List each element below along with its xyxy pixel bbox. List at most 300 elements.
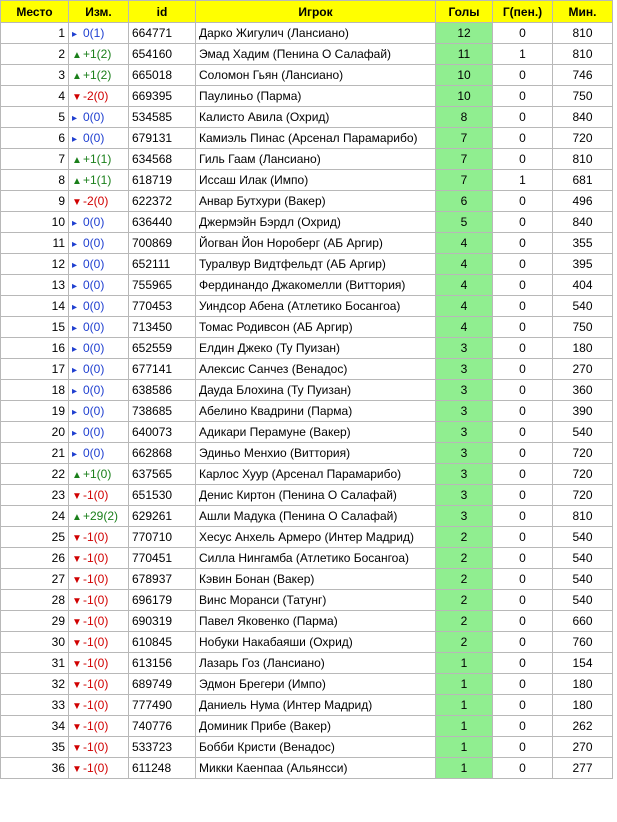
triangle-down-icon: ▼ (72, 743, 82, 754)
table-row (1, 737, 613, 758)
table-row (1, 506, 613, 527)
place-cell[interactable]: 30 (1, 632, 69, 653)
change-cell[interactable] (69, 128, 129, 149)
change-cell[interactable] (69, 107, 129, 128)
player-cell[interactable]: Эмад Хадим (Пенина О Салафай) (196, 44, 436, 65)
goals-cell[interactable]: 1 (436, 674, 493, 695)
min-cell[interactable]: 355 (553, 233, 613, 254)
id-cell[interactable]: 611248 (129, 758, 196, 779)
min-cell[interactable]: 540 (553, 590, 613, 611)
change-value: 0(0) (83, 299, 105, 313)
change-value: -1(0) (83, 593, 109, 607)
change-value: -1(0) (83, 740, 109, 754)
min-cell[interactable]: 720 (553, 128, 613, 149)
min-cell[interactable]: 720 (553, 485, 613, 506)
min-cell[interactable]: 277 (553, 758, 613, 779)
pen-cell[interactable]: 0 (493, 674, 553, 695)
player-cell[interactable]: Павел Яковенко (Парма) (196, 611, 436, 632)
change-cell[interactable] (69, 149, 129, 170)
pen-cell[interactable]: 0 (493, 128, 553, 149)
player-cell[interactable]: Фердинандо Джакомелли (Виттория) (196, 275, 436, 296)
change-cell[interactable] (69, 254, 129, 275)
goals-cell[interactable]: 2 (436, 569, 493, 590)
table-row (1, 632, 613, 653)
place-cell[interactable]: 22 (1, 464, 69, 485)
table-row (1, 359, 613, 380)
change-cell[interactable] (69, 506, 129, 527)
player-cell[interactable]: Адикари Перамуне (Вакер) (196, 422, 436, 443)
id-cell[interactable]: 613156 (129, 653, 196, 674)
goals-cell[interactable]: 3 (436, 380, 493, 401)
pen-cell[interactable]: 0 (493, 506, 553, 527)
pen-cell[interactable]: 0 (493, 359, 553, 380)
pen-cell[interactable]: 0 (493, 401, 553, 422)
id-cell[interactable]: 677141 (129, 359, 196, 380)
goals-cell[interactable]: 1 (436, 695, 493, 716)
goals-cell[interactable]: 8 (436, 107, 493, 128)
place-cell[interactable]: 33 (1, 695, 69, 716)
change-value: -1(0) (83, 551, 109, 565)
goals-cell[interactable]: 3 (436, 422, 493, 443)
player-cell[interactable]: Елдин Джеко (Ту Пуизан) (196, 338, 436, 359)
pen-cell[interactable]: 0 (493, 338, 553, 359)
player-cell[interactable]: Дарко Жигулич (Лансиано) (196, 23, 436, 44)
place-cell[interactable]: 12 (1, 254, 69, 275)
table-row (1, 695, 613, 716)
change-cell[interactable] (69, 674, 129, 695)
pen-cell[interactable]: 0 (493, 23, 553, 44)
change-cell[interactable] (69, 443, 129, 464)
id-cell[interactable]: 679131 (129, 128, 196, 149)
place-cell[interactable]: 26 (1, 548, 69, 569)
change-cell[interactable] (69, 590, 129, 611)
player-cell[interactable]: Эдиньо Менхио (Виттория) (196, 443, 436, 464)
place-cell[interactable]: 21 (1, 443, 69, 464)
header-player[interactable]: Игрок (196, 1, 436, 23)
place-cell[interactable]: 4 (1, 86, 69, 107)
id-cell[interactable]: 738685 (129, 401, 196, 422)
goals-cell[interactable]: 4 (436, 275, 493, 296)
goals-cell[interactable]: 2 (436, 590, 493, 611)
min-cell[interactable]: 540 (553, 296, 613, 317)
player-cell[interactable]: Винс Моранси (Татунг) (196, 590, 436, 611)
change-value: -1(0) (83, 614, 109, 628)
id-cell[interactable]: 664771 (129, 23, 196, 44)
pen-cell[interactable]: 1 (493, 170, 553, 191)
player-cell[interactable]: Даниель Нума (Интер Мадрид) (196, 695, 436, 716)
change-cell[interactable] (69, 611, 129, 632)
id-cell[interactable]: 740776 (129, 716, 196, 737)
min-cell[interactable]: 180 (553, 338, 613, 359)
id-cell[interactable]: 534585 (129, 107, 196, 128)
change-cell[interactable] (69, 548, 129, 569)
place-cell[interactable]: 35 (1, 737, 69, 758)
place-cell[interactable]: 7 (1, 149, 69, 170)
player-cell[interactable]: Томас Родивсон (АБ Аргир) (196, 317, 436, 338)
min-cell[interactable]: 720 (553, 464, 613, 485)
min-cell[interactable]: 810 (553, 506, 613, 527)
goals-cell[interactable]: 7 (436, 149, 493, 170)
place-cell[interactable]: 32 (1, 674, 69, 695)
triangle-down-icon: ▼ (72, 638, 82, 649)
pen-cell[interactable]: 0 (493, 590, 553, 611)
change-cell[interactable] (69, 275, 129, 296)
pen-cell[interactable]: 0 (493, 758, 553, 779)
goals-cell[interactable]: 12 (436, 23, 493, 44)
place-cell[interactable]: 24 (1, 506, 69, 527)
place-cell[interactable]: 19 (1, 401, 69, 422)
goals-cell[interactable]: 4 (436, 296, 493, 317)
change-cell[interactable] (69, 170, 129, 191)
min-cell[interactable]: 404 (553, 275, 613, 296)
table-row (1, 611, 613, 632)
goals-cell[interactable]: 3 (436, 443, 493, 464)
arrow-right-icon: ▸ (72, 323, 78, 334)
place-cell[interactable]: 5 (1, 107, 69, 128)
id-cell[interactable]: 652559 (129, 338, 196, 359)
player-cell[interactable]: Калисто Авила (Охрид) (196, 107, 436, 128)
id-cell[interactable]: 622372 (129, 191, 196, 212)
triangle-up-icon: ▲ (72, 71, 82, 82)
change-cell[interactable] (69, 233, 129, 254)
min-cell[interactable]: 496 (553, 191, 613, 212)
min-cell[interactable]: 810 (553, 149, 613, 170)
min-cell[interactable]: 746 (553, 65, 613, 86)
change-cell[interactable] (69, 317, 129, 338)
min-cell[interactable]: 720 (553, 443, 613, 464)
pen-cell[interactable]: 0 (493, 611, 553, 632)
place-cell[interactable]: 3 (1, 65, 69, 86)
id-cell[interactable]: 669395 (129, 86, 196, 107)
id-cell[interactable]: 636440 (129, 212, 196, 233)
pen-cell[interactable]: 0 (493, 695, 553, 716)
pen-cell[interactable]: 0 (493, 317, 553, 338)
change-cell[interactable] (69, 632, 129, 653)
triangle-down-icon: ▼ (72, 722, 82, 733)
goals-cell[interactable]: 3 (436, 506, 493, 527)
min-cell[interactable]: 840 (553, 212, 613, 233)
pen-cell[interactable]: 0 (493, 737, 553, 758)
player-cell[interactable]: Соломон Гьян (Лансиано) (196, 65, 436, 86)
pen-cell[interactable]: 0 (493, 212, 553, 233)
pen-cell[interactable]: 0 (493, 632, 553, 653)
goals-cell[interactable]: 11 (436, 44, 493, 65)
header-row (1, 1, 613, 23)
goals-cell[interactable]: 7 (436, 170, 493, 191)
id-cell[interactable]: 770453 (129, 296, 196, 317)
change-value: -1(0) (83, 530, 109, 544)
player-cell[interactable]: Нобуки Накабаяши (Охрид) (196, 632, 436, 653)
arrow-right-icon: ▸ (72, 113, 78, 124)
player-cell[interactable]: Йогван Йон Нороберг (АБ Аргир) (196, 233, 436, 254)
id-cell[interactable]: 777490 (129, 695, 196, 716)
table-row (1, 590, 613, 611)
player-cell[interactable]: Лазарь Гоз (Лансиано) (196, 653, 436, 674)
pen-cell[interactable]: 0 (493, 443, 553, 464)
place-cell[interactable]: 18 (1, 380, 69, 401)
player-cell[interactable]: Денис Киртон (Пенина О Салафай) (196, 485, 436, 506)
change-value: 0(0) (83, 257, 105, 271)
player-cell[interactable]: Абелино Квадрини (Парма) (196, 401, 436, 422)
arrow-right-icon: ▸ (72, 239, 78, 250)
header-pen[interactable]: Г(пен.) (493, 1, 553, 23)
change-value: 0(0) (83, 446, 105, 460)
id-cell[interactable]: 770710 (129, 527, 196, 548)
goals-cell[interactable]: 3 (436, 485, 493, 506)
place-cell[interactable]: 31 (1, 653, 69, 674)
pen-cell[interactable]: 0 (493, 191, 553, 212)
min-cell[interactable]: 750 (553, 317, 613, 338)
place-cell[interactable]: 23 (1, 485, 69, 506)
goals-cell[interactable]: 5 (436, 212, 493, 233)
player-cell[interactable]: Анвар Бутхури (Вакер) (196, 191, 436, 212)
triangle-down-icon: ▼ (72, 554, 82, 565)
change-cell[interactable] (69, 44, 129, 65)
goals-cell[interactable]: 3 (436, 338, 493, 359)
change-cell[interactable] (69, 527, 129, 548)
min-cell[interactable]: 540 (553, 527, 613, 548)
place-cell[interactable]: 13 (1, 275, 69, 296)
change-value: 0(0) (83, 425, 105, 439)
table-row (1, 149, 613, 170)
arrow-right-icon: ▸ (72, 302, 78, 313)
player-cell[interactable]: Камиэль Пинас (Арсенал Парамарибо) (196, 128, 436, 149)
place-cell[interactable]: 9 (1, 191, 69, 212)
player-cell[interactable]: Туралвур Видтфельдт (АБ Аргир) (196, 254, 436, 275)
min-cell[interactable]: 395 (553, 254, 613, 275)
id-cell[interactable]: 634568 (129, 149, 196, 170)
place-cell[interactable]: 10 (1, 212, 69, 233)
id-cell[interactable]: 651530 (129, 485, 196, 506)
place-cell[interactable]: 8 (1, 170, 69, 191)
player-cell[interactable]: Кэвин Бонан (Вакер) (196, 569, 436, 590)
triangle-up-icon: ▲ (72, 512, 82, 523)
change-value: -1(0) (83, 761, 109, 775)
min-cell[interactable]: 360 (553, 380, 613, 401)
id-cell[interactable]: 618719 (129, 170, 196, 191)
change-cell[interactable] (69, 758, 129, 779)
table-row (1, 527, 613, 548)
id-cell[interactable]: 755965 (129, 275, 196, 296)
place-cell[interactable]: 28 (1, 590, 69, 611)
goals-cell[interactable]: 7 (436, 128, 493, 149)
id-cell[interactable]: 696179 (129, 590, 196, 611)
pen-cell[interactable]: 0 (493, 485, 553, 506)
place-cell[interactable]: 25 (1, 527, 69, 548)
goals-cell[interactable]: 2 (436, 611, 493, 632)
goals-cell[interactable]: 2 (436, 632, 493, 653)
id-cell[interactable]: 610845 (129, 632, 196, 653)
player-cell[interactable]: Уиндсор Абена (Атлетико Босангоа) (196, 296, 436, 317)
pen-cell[interactable]: 0 (493, 653, 553, 674)
arrow-right-icon: ▸ (72, 449, 78, 460)
goals-cell[interactable]: 2 (436, 548, 493, 569)
change-cell[interactable] (69, 359, 129, 380)
place-cell[interactable]: 11 (1, 233, 69, 254)
place-cell[interactable]: 2 (1, 44, 69, 65)
change-cell[interactable] (69, 716, 129, 737)
goals-cell[interactable]: 4 (436, 233, 493, 254)
header-change[interactable]: Изм. (69, 1, 129, 23)
player-cell[interactable]: Гиль Гаам (Лансиано) (196, 149, 436, 170)
min-cell[interactable]: 270 (553, 359, 613, 380)
change-cell[interactable] (69, 65, 129, 86)
id-cell[interactable]: 662868 (129, 443, 196, 464)
change-value: 0(0) (83, 131, 105, 145)
id-cell[interactable]: 640073 (129, 422, 196, 443)
pen-cell[interactable]: 1 (493, 44, 553, 65)
header-place[interactable]: Место (1, 1, 69, 23)
triangle-down-icon: ▼ (72, 533, 82, 544)
table-row (1, 212, 613, 233)
min-cell[interactable]: 270 (553, 737, 613, 758)
id-cell[interactable]: 654160 (129, 44, 196, 65)
min-cell[interactable]: 390 (553, 401, 613, 422)
pen-cell[interactable]: 0 (493, 149, 553, 170)
player-cell[interactable]: Ашли Мадука (Пенина О Салафай) (196, 506, 436, 527)
player-cell[interactable]: Дауда Блохина (Ту Пуизан) (196, 380, 436, 401)
header-id[interactable]: id (129, 1, 196, 23)
player-cell[interactable]: Джермэйн Бэрдл (Охрид) (196, 212, 436, 233)
place-cell[interactable]: 17 (1, 359, 69, 380)
pen-cell[interactable]: 0 (493, 569, 553, 590)
player-cell[interactable]: Бобби Кристи (Венадос) (196, 737, 436, 758)
player-cell[interactable]: Микки Каенпаа (Альянсси) (196, 758, 436, 779)
change-cell[interactable] (69, 422, 129, 443)
min-cell[interactable]: 660 (553, 611, 613, 632)
player-cell[interactable]: Силла Нингамба (Атлетико Босангоа) (196, 548, 436, 569)
pen-cell[interactable]: 0 (493, 107, 553, 128)
goals-cell[interactable]: 3 (436, 401, 493, 422)
min-cell[interactable]: 180 (553, 674, 613, 695)
min-cell[interactable]: 810 (553, 23, 613, 44)
pen-cell[interactable]: 0 (493, 422, 553, 443)
place-cell[interactable]: 16 (1, 338, 69, 359)
min-cell[interactable]: 750 (553, 86, 613, 107)
change-value: 0(0) (83, 236, 105, 250)
place-cell[interactable]: 15 (1, 317, 69, 338)
min-cell[interactable]: 262 (553, 716, 613, 737)
change-cell[interactable] (69, 695, 129, 716)
min-cell[interactable]: 840 (553, 107, 613, 128)
id-cell[interactable]: 637565 (129, 464, 196, 485)
change-cell[interactable] (69, 338, 129, 359)
min-cell[interactable]: 681 (553, 170, 613, 191)
triangle-down-icon: ▼ (72, 659, 82, 670)
goals-cell[interactable]: 3 (436, 359, 493, 380)
min-cell[interactable]: 540 (553, 548, 613, 569)
place-cell[interactable]: 36 (1, 758, 69, 779)
id-cell[interactable]: 665018 (129, 65, 196, 86)
goals-cell[interactable]: 2 (436, 527, 493, 548)
goals-cell[interactable]: 1 (436, 716, 493, 737)
pen-cell[interactable]: 0 (493, 296, 553, 317)
place-cell[interactable]: 1 (1, 23, 69, 44)
header-min[interactable]: Мин. (553, 1, 613, 23)
min-cell[interactable]: 180 (553, 695, 613, 716)
goals-cell[interactable]: 1 (436, 653, 493, 674)
change-value: +1(1) (83, 173, 112, 187)
goals-cell[interactable]: 6 (436, 191, 493, 212)
min-cell[interactable]: 810 (553, 44, 613, 65)
change-cell[interactable] (69, 212, 129, 233)
id-cell[interactable]: 533723 (129, 737, 196, 758)
change-cell[interactable] (69, 296, 129, 317)
place-cell[interactable]: 14 (1, 296, 69, 317)
change-cell[interactable] (69, 485, 129, 506)
goals-cell[interactable]: 10 (436, 86, 493, 107)
id-cell[interactable]: 700869 (129, 233, 196, 254)
player-cell[interactable]: Паулиньо (Парма) (196, 86, 436, 107)
min-cell[interactable]: 760 (553, 632, 613, 653)
change-cell[interactable] (69, 86, 129, 107)
change-cell[interactable] (69, 464, 129, 485)
goals-cell[interactable]: 1 (436, 737, 493, 758)
player-cell[interactable]: Хесус Анхель Армеро (Интер Мадрид) (196, 527, 436, 548)
pen-cell[interactable]: 0 (493, 65, 553, 86)
id-cell[interactable]: 770451 (129, 548, 196, 569)
change-cell[interactable] (69, 23, 129, 44)
change-cell[interactable] (69, 737, 129, 758)
player-cell[interactable]: Иссаш Илак (Импо) (196, 170, 436, 191)
id-cell[interactable]: 638586 (129, 380, 196, 401)
player-cell[interactable]: Карлос Хуур (Арсенал Парамарибо) (196, 464, 436, 485)
place-cell[interactable]: 34 (1, 716, 69, 737)
min-cell[interactable]: 540 (553, 569, 613, 590)
min-cell[interactable]: 154 (553, 653, 613, 674)
id-cell[interactable]: 713450 (129, 317, 196, 338)
pen-cell[interactable]: 0 (493, 86, 553, 107)
table-body (1, 23, 613, 779)
change-cell[interactable] (69, 191, 129, 212)
pen-cell[interactable]: 0 (493, 380, 553, 401)
id-cell[interactable]: 689749 (129, 674, 196, 695)
id-cell[interactable]: 652111 (129, 254, 196, 275)
goals-cell[interactable]: 10 (436, 65, 493, 86)
place-cell[interactable]: 29 (1, 611, 69, 632)
change-cell[interactable] (69, 569, 129, 590)
goals-cell[interactable]: 1 (436, 758, 493, 779)
goals-cell[interactable]: 4 (436, 317, 493, 338)
table-row (1, 65, 613, 86)
pen-cell[interactable]: 0 (493, 233, 553, 254)
change-value: -1(0) (83, 677, 109, 691)
place-cell[interactable]: 6 (1, 128, 69, 149)
id-cell[interactable]: 678937 (129, 569, 196, 590)
player-cell[interactable]: Эдмон Брегери (Импо) (196, 674, 436, 695)
player-cell[interactable]: Алексис Санчез (Венадос) (196, 359, 436, 380)
place-cell[interactable]: 27 (1, 569, 69, 590)
id-cell[interactable]: 629261 (129, 506, 196, 527)
pen-cell[interactable]: 0 (493, 464, 553, 485)
place-cell[interactable]: 20 (1, 422, 69, 443)
change-cell[interactable] (69, 401, 129, 422)
pen-cell[interactable]: 0 (493, 716, 553, 737)
pen-cell[interactable]: 0 (493, 548, 553, 569)
goals-cell[interactable]: 3 (436, 464, 493, 485)
pen-cell[interactable]: 0 (493, 527, 553, 548)
goals-cell[interactable]: 4 (436, 254, 493, 275)
player-cell[interactable]: Доминик Прибе (Вакер) (196, 716, 436, 737)
change-cell[interactable] (69, 380, 129, 401)
pen-cell[interactable]: 0 (493, 254, 553, 275)
min-cell[interactable]: 540 (553, 422, 613, 443)
pen-cell[interactable]: 0 (493, 275, 553, 296)
id-cell[interactable]: 690319 (129, 611, 196, 632)
table-row (1, 569, 613, 590)
header-goals[interactable]: Голы (436, 1, 493, 23)
change-cell[interactable] (69, 653, 129, 674)
